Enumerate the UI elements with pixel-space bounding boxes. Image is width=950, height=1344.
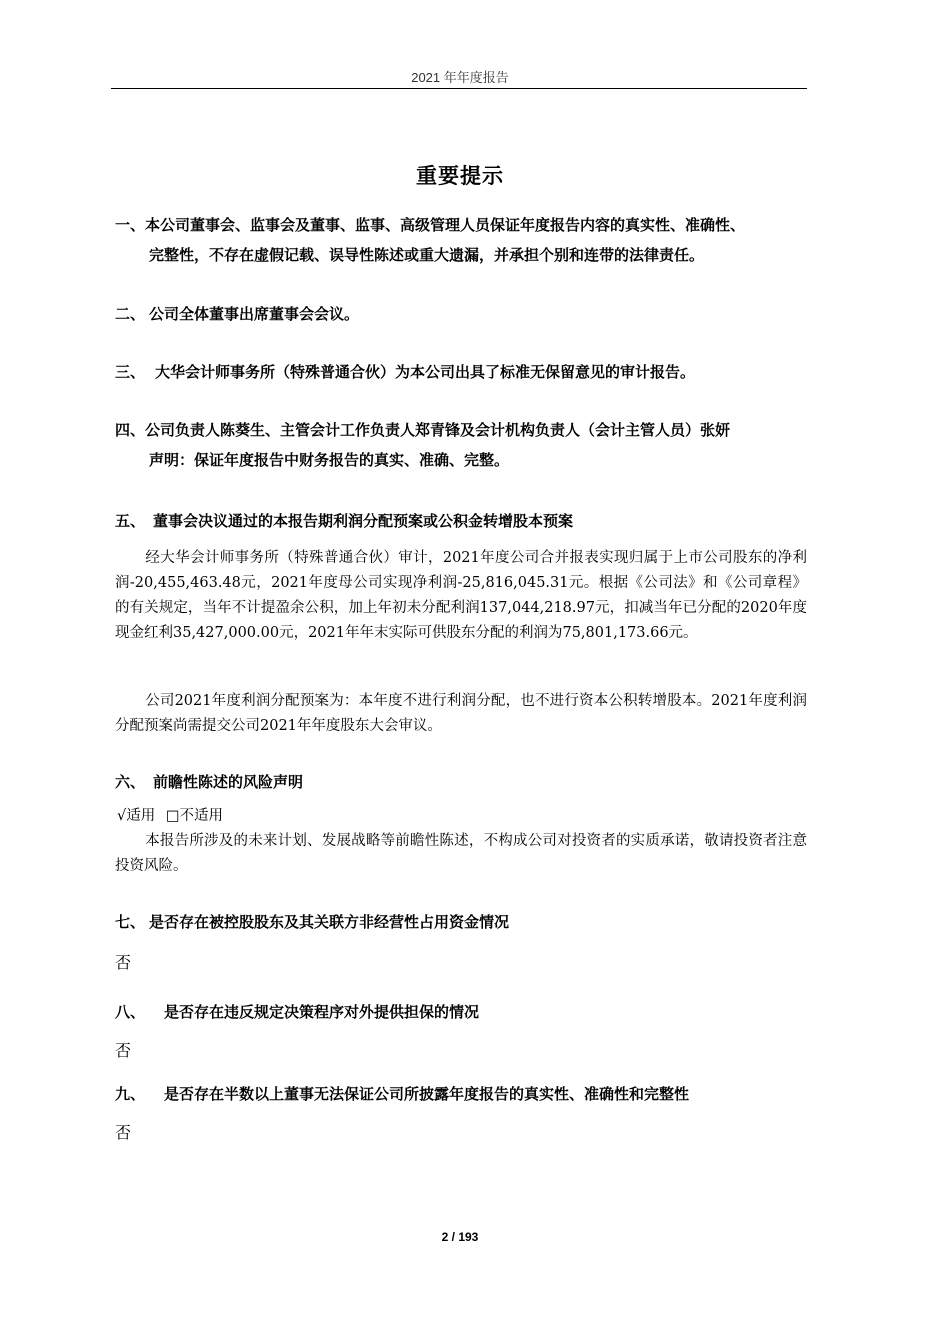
profit-paragraph-2 xyxy=(115,689,807,739)
section-5-number: 五、 xyxy=(115,512,146,530)
section-7-number: 七、 xyxy=(115,913,146,931)
section-5-text: 董事会决议通过的本报告期利润分配预案或公积金转增股本预案 xyxy=(153,512,574,530)
applicability-checkboxes xyxy=(117,804,229,825)
section-4-line2: 声明：保证年度报告中财务报告的真实、准确、完整。 xyxy=(149,451,510,469)
header-divider xyxy=(111,88,807,89)
running-header: 2021 年年度报告 xyxy=(411,70,509,85)
section-1 xyxy=(115,210,815,270)
page-number: 2 / 193 xyxy=(441,1230,479,1244)
page-title: 重要提示 xyxy=(416,164,504,188)
checkbox-not-applicable: □不适用 xyxy=(165,808,224,824)
section-9-number: 九、 xyxy=(115,1085,146,1103)
section-9 xyxy=(115,1079,815,1109)
profit-paragraph-1-text: 经大华会计师事务所（特殊普通合伙）审计，2021年度公司合并报表实现归属于上市公司股东的净利润-20,455,463.48元，2021年度母公司实现净利润-25,816,045.31元。根据《公司法》和《公司章程》的有关规定，当年不计提盈余公积，加上年初未分配利润137,044,218.97元，扣减当年已分配的2020年度现金红利35,427,000.00元，2021年年末实际可供股东分配的利润为75,801,173.66元。 xyxy=(115,550,807,641)
section-5 xyxy=(115,506,815,536)
section-3-number: 三、 xyxy=(115,363,146,381)
section-8-text: 是否存在违反规定决策程序对外提供担保的情况 xyxy=(164,1003,480,1021)
section-4-number: 四、 xyxy=(115,421,146,439)
section-4-line1: 公司负责人陈葵生、主管会计工作负责人郑青锋及会计机构负责人（会计主管人员）张妍 xyxy=(145,421,731,439)
section-3-text: 大华会计师事务所（特殊普通合伙）为本公司出具了标准无保留意见的审计报告。 xyxy=(155,363,696,381)
section-8-answer: 否 xyxy=(115,1041,132,1060)
section-1-line1: 本公司董事会、监事会及董事、监事、高级管理人员保证年度报告内容的真实性、准确性、 xyxy=(145,216,746,234)
section-8 xyxy=(115,997,815,1027)
forward-looking-paragraph xyxy=(115,829,807,879)
section-2-number: 二、 xyxy=(115,305,146,323)
forward-looking-text: 本报告所涉及的未来计划、发展战略等前瞻性陈述，不构成公司对投资者的实质承诺，敬请投资者注意投资风险。 xyxy=(115,833,807,874)
section-8-number: 八、 xyxy=(115,1003,146,1021)
section-1-line2: 完整性，不存在虚假记载、误导性陈述或重大遗漏，并承担个别和连带的法律责任。 xyxy=(149,246,705,264)
section-2 xyxy=(115,299,815,329)
section-1-number: 一、 xyxy=(115,216,146,234)
section-7-answer: 否 xyxy=(115,953,132,972)
section-4 xyxy=(115,415,815,475)
section-7 xyxy=(115,907,815,937)
section-7-text: 是否存在被控股股东及其关联方非经营性占用资金情况 xyxy=(149,913,510,931)
section-6-text: 前瞻性陈述的风险声明 xyxy=(153,773,304,791)
section-3 xyxy=(115,357,815,387)
profit-paragraph-2-text: 公司2021年度利润分配预案为：本年度不进行利润分配，也不进行资本公积转增股本。2021年度利润分配预案尚需提交公司2021年年度股东大会审议。 xyxy=(115,693,807,734)
checkbox-applicable: √适用 xyxy=(117,808,156,824)
section-2-text: 公司全体董事出席董事会会议。 xyxy=(149,305,360,323)
section-9-answer: 否 xyxy=(115,1123,132,1142)
section-6-number: 六、 xyxy=(115,773,146,791)
profit-paragraph-1 xyxy=(115,546,807,646)
section-9-text: 是否存在半数以上董事无法保证公司所披露年度报告的真实性、准确性和完整性 xyxy=(164,1085,690,1103)
section-6 xyxy=(115,767,815,797)
